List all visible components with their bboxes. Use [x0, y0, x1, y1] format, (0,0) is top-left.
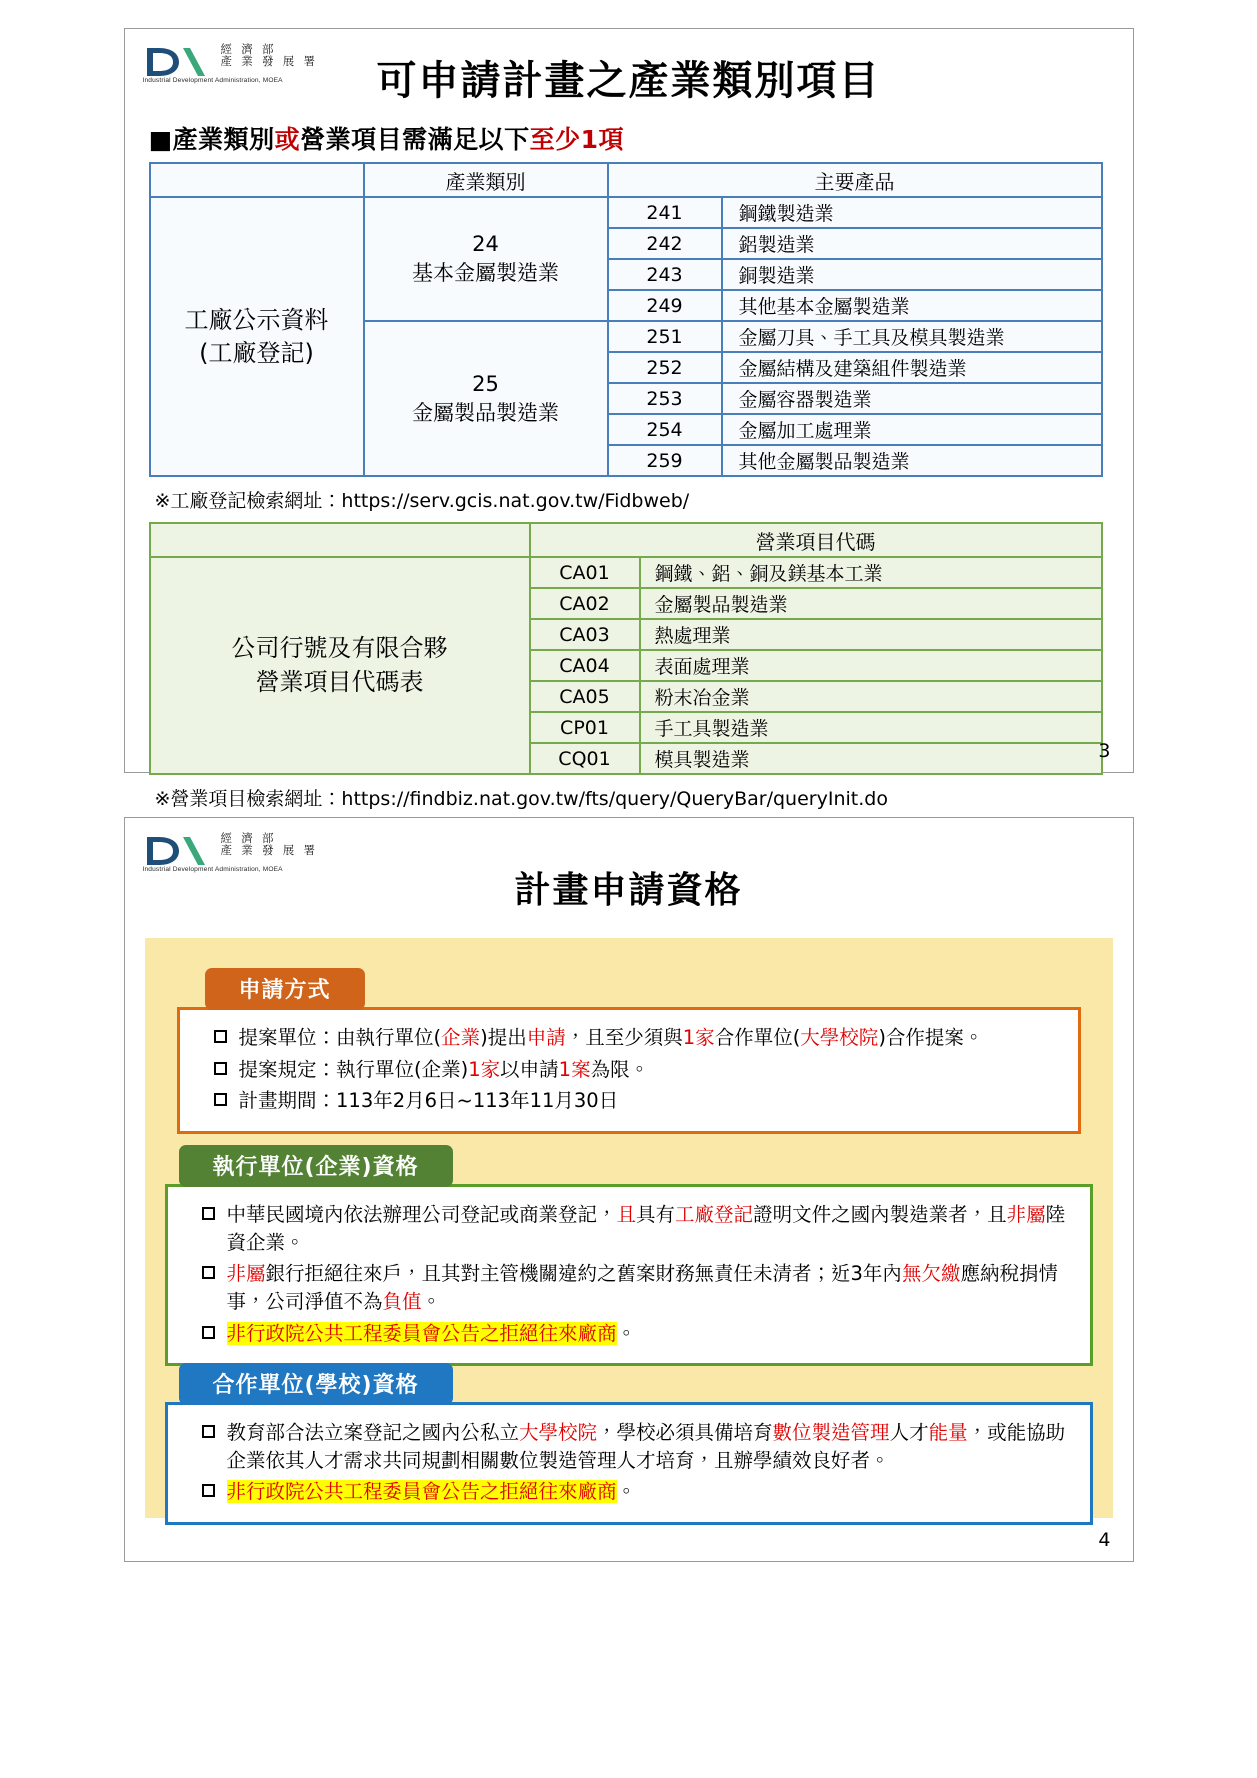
biz-code: CA01	[530, 557, 640, 588]
moea-logo	[142, 41, 318, 89]
text-run: 。	[616, 1321, 637, 1345]
biz-code: CA05	[530, 681, 640, 712]
product-name: 銅製造業	[722, 259, 1102, 290]
emphasis-red: 負值	[382, 1290, 422, 1314]
biz-label-line-2: 營業項目代碼表	[255, 667, 424, 696]
heading-part-2: 或	[274, 125, 301, 154]
section-cooperating-unit	[165, 1363, 1093, 1525]
ida-logo-mark	[143, 45, 215, 79]
checkbox-icon	[202, 1326, 215, 1339]
bullet-text	[239, 1056, 1060, 1084]
emphasis-red: 企業	[441, 1026, 481, 1049]
text-run: 應納稅捐情事，公司淨值不為	[226, 1262, 1058, 1314]
biz-desc: 粉末冶金業	[640, 681, 1102, 712]
text-run: 提案單位：由執行單位(	[238, 1026, 442, 1049]
biz-desc: 鋼鐵、鋁、銅及鎂基本工業	[640, 557, 1102, 588]
logo-chinese-text	[221, 832, 318, 857]
biz-desc: 手工具製造業	[640, 712, 1102, 743]
category-code-24: 24	[472, 232, 499, 257]
table-header-row	[150, 163, 1102, 197]
bullet-text	[227, 1419, 1072, 1474]
section-body-cooperating-unit	[165, 1402, 1093, 1525]
ida-logo-mark	[143, 834, 215, 868]
checkbox-icon	[202, 1425, 215, 1438]
emphasis-red: 1家	[468, 1057, 501, 1081]
slide-1-heading	[149, 120, 1133, 156]
product-name: 鋼鐵製造業	[722, 197, 1102, 228]
text-run: 陸資企業。	[226, 1203, 1066, 1254]
bullet-text	[239, 1087, 1060, 1115]
emphasis-red: 數位製造管理	[772, 1421, 890, 1444]
emphasis-highlight: 非行政院公共工程委員會公告之拒絕往來廠商	[226, 1321, 617, 1345]
logo-line-2: 產 業 發 展 署	[220, 843, 318, 858]
biz-code: CA03	[530, 619, 640, 650]
text-run: ，或能協助企業依其人才需求共同規劃相關數位製造管理人才培育，且辦學績效良好者。	[226, 1421, 1066, 1472]
table-row	[150, 197, 1102, 228]
text-run: 證明文件之國內製造業者，且	[753, 1203, 1007, 1226]
emphasis-highlight: 非行政院公共工程委員會公告之拒絕往來廠商	[226, 1480, 617, 1504]
product-name: 金屬刀具、手工具及模具製造業	[722, 321, 1102, 352]
text-run: 銀行拒絕往來戶，且其對主管機關違約之舊案財務無責任未清者；近3年內	[265, 1262, 902, 1286]
product-name: 金屬結構及建築組件製造業	[722, 352, 1102, 383]
product-code: 252	[608, 352, 722, 383]
biz-desc: 模具製造業	[640, 743, 1102, 774]
product-code: 242	[608, 228, 722, 259]
bullet-text	[227, 1260, 1072, 1315]
bullet-item	[186, 1201, 1072, 1256]
source-label-factory	[150, 197, 364, 476]
table-header-row	[150, 523, 1102, 557]
emphasis-red: 能量	[928, 1421, 968, 1444]
checkbox-icon	[214, 1062, 227, 1075]
biz-code: CQ01	[530, 743, 640, 774]
logo-english-text: Industrial Development Administration, MOEA	[142, 77, 283, 84]
category-name-25: 金屬製品製造業	[412, 400, 559, 425]
category-group-24	[364, 197, 608, 321]
biz-label-line-1: 公司行號及有限合夥	[231, 633, 448, 662]
logo-chinese-text	[221, 43, 318, 68]
slide-2-page-number: 4	[1098, 1529, 1111, 1551]
category-group-25	[364, 321, 608, 476]
checkbox-icon	[202, 1484, 215, 1497]
text-run: 以申請	[500, 1057, 559, 1081]
business-url-note: ※營業項目檢索網址：https://findbiz.nat.gov.tw/fts/query/QueryBar/queryInit.do	[154, 788, 888, 810]
biz-desc: 熱處理業	[640, 619, 1102, 650]
tab-wrap-coop	[179, 1363, 1093, 1405]
factory-url-note: ※工廠登記檢索網址：https://serv.gcis.nat.gov.tw/Fidbweb/	[154, 490, 690, 512]
emphasis-red: 非屬	[226, 1262, 266, 1286]
emphasis-red: 大學校院	[800, 1026, 879, 1049]
slide-2	[124, 817, 1134, 1562]
bullet-item	[198, 1056, 1060, 1084]
source-label-business	[150, 557, 530, 774]
bullet-item	[186, 1478, 1072, 1506]
moea-logo	[142, 830, 318, 878]
product-code: 241	[608, 197, 722, 228]
business-item-code-table	[149, 522, 1103, 775]
slide-1-title: 可申請計畫之產業類別項目	[376, 58, 881, 104]
section-body-application-method	[177, 1007, 1081, 1134]
tab-wrap-apply	[205, 968, 1081, 1010]
category-name-24: 基本金屬製造業	[412, 261, 559, 285]
text-run: )合作提案。	[878, 1026, 984, 1049]
biz-code: CP01	[530, 712, 640, 743]
bullet-text	[227, 1201, 1072, 1256]
text-run: 為限。	[590, 1057, 650, 1081]
source-label-line-1: 工廠公示資料	[184, 306, 329, 335]
source-label-line-2: (工廠登記)	[199, 338, 314, 367]
checkbox-icon	[214, 1030, 227, 1043]
emphasis-red: 工廠登記	[675, 1203, 754, 1226]
section-tab-cooperating-unit: 合作單位(學校)資格	[179, 1363, 453, 1405]
emphasis-red: 非屬	[1006, 1203, 1046, 1226]
text-run: 具有	[636, 1203, 676, 1226]
product-name: 其他金屬製品製造業	[722, 445, 1102, 476]
bullet-item	[186, 1260, 1072, 1315]
header-main-product: 主要產品	[608, 163, 1102, 197]
emphasis-red: 大學校院	[519, 1421, 598, 1444]
bullet-item	[198, 1087, 1060, 1115]
section-application-method	[177, 968, 1081, 1134]
text-run: )提出	[480, 1026, 527, 1049]
logo-line-1: 經 濟 部	[220, 42, 277, 56]
header-business-item-code: 營業項目代碼	[530, 523, 1102, 557]
text-run: 。	[421, 1290, 442, 1314]
text-run: 提案規定：執行單位(企業)	[238, 1057, 469, 1081]
section-body-executing-unit	[165, 1184, 1093, 1366]
slide-1-page-number: 3	[1098, 740, 1111, 762]
slide-2-title: 計畫申請資格	[514, 870, 743, 911]
product-name: 金屬容器製造業	[722, 383, 1102, 414]
product-code: 259	[608, 445, 722, 476]
emphasis-red: 申請	[526, 1026, 566, 1049]
text-run: 合作單位(	[714, 1026, 801, 1049]
tab-wrap-exec	[179, 1145, 1093, 1187]
text-run: ，學校必須具備培育	[597, 1421, 773, 1444]
header-industry-category: 產業類別	[364, 163, 608, 197]
product-code: 253	[608, 383, 722, 414]
product-name: 金屬加工處理業	[722, 414, 1102, 445]
logo-line-1: 經 濟 部	[220, 831, 277, 845]
corner-cell-empty	[150, 523, 530, 557]
checkbox-icon	[202, 1266, 215, 1279]
text-run: 。	[616, 1480, 637, 1504]
biz-desc: 金屬製品製造業	[640, 588, 1102, 619]
emphasis-red: 無欠繳	[901, 1262, 961, 1286]
section-tab-application-method: 申請方式	[205, 968, 365, 1010]
heading-part-1: ■產業類別	[148, 125, 275, 154]
slide-1	[124, 28, 1134, 810]
checkbox-icon	[214, 1093, 227, 1106]
product-code: 251	[608, 321, 722, 352]
emphasis-red: 1案	[558, 1057, 591, 1081]
table-row	[150, 557, 1102, 588]
category-code-25: 25	[472, 371, 499, 396]
bullet-item	[186, 1320, 1072, 1348]
factory-registration-table	[149, 162, 1103, 477]
bullet-text	[227, 1320, 1072, 1348]
product-name: 其他基本金屬製造業	[722, 290, 1102, 321]
document-page	[0, 28, 1257, 1562]
section-executing-unit	[165, 1145, 1093, 1366]
biz-desc: 表面處理業	[640, 650, 1102, 681]
emphasis-red: 1家	[682, 1026, 715, 1049]
text-run: 教育部合法立案登記之國內公私立	[226, 1421, 520, 1444]
text-run: 人才	[889, 1421, 929, 1444]
product-name: 鋁製造業	[722, 228, 1102, 259]
biz-code: CA04	[530, 650, 640, 681]
biz-code: CA02	[530, 588, 640, 619]
logo-line-2: 產 業 發 展 署	[220, 54, 318, 69]
bullet-text	[239, 1024, 1060, 1052]
corner-cell-empty	[150, 163, 364, 197]
text-run: 計畫期間：113年2月6日~113年11月30日	[238, 1089, 619, 1113]
logo-english-text: Industrial Development Administration, MOEA	[142, 866, 283, 873]
bullet-item	[186, 1419, 1072, 1474]
checkbox-icon	[202, 1207, 215, 1220]
text-run: ，且至少須與	[565, 1026, 683, 1049]
product-code: 249	[608, 290, 722, 321]
section-tab-executing-unit: 執行單位(企業)資格	[179, 1145, 453, 1187]
product-code: 243	[608, 259, 722, 290]
text-run: 中華民國境內依法辦理公司登記或商業登記，	[226, 1203, 617, 1226]
emphasis-red: 且	[616, 1203, 637, 1226]
heading-part-3: 營業項目需滿足以下	[300, 125, 530, 154]
bullet-item	[198, 1024, 1060, 1052]
product-code: 254	[608, 414, 722, 445]
heading-part-4: 至少1項	[529, 125, 625, 154]
bullet-text	[227, 1478, 1072, 1506]
